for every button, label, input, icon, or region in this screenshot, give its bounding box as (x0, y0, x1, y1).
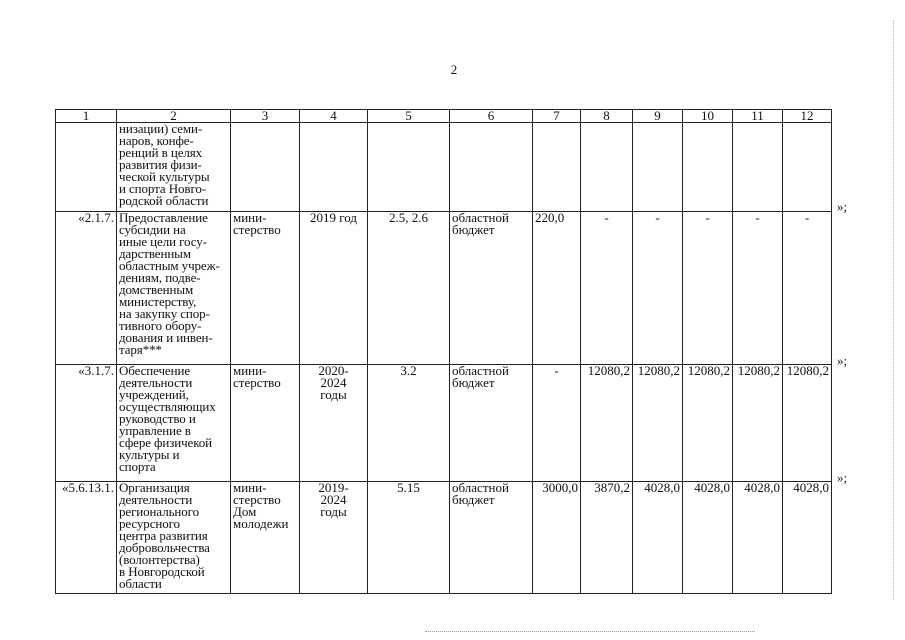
item-number: «5.6.13.1. (56, 482, 117, 594)
item-value-7: 3000,0 (533, 482, 581, 594)
item-executor (231, 123, 300, 212)
table-row (56, 365, 832, 482)
table-row (56, 123, 832, 212)
item-value-11 (733, 123, 783, 212)
table-row (56, 482, 832, 594)
item-value-12 (783, 123, 832, 212)
page-number: 2 (450, 62, 458, 77)
item-value-7: 220,0 (533, 212, 581, 365)
item-value-9: 12080,2 (633, 365, 683, 482)
item-value-8 (581, 123, 633, 212)
item-number (56, 123, 117, 212)
column-number-row (56, 110, 832, 123)
item-value-11: 12080,2 (733, 365, 783, 482)
item-period: 2019- 2024 годы (300, 482, 368, 594)
header-cell: 12 (783, 110, 832, 123)
item-period: 2019 год (300, 212, 368, 365)
item-name: Организация деятельности регионального ресурсного центра развития добровольчества (волонтерства) в Новгородской области (117, 482, 231, 594)
item-value-11: 4028,0 (733, 482, 783, 594)
item-goal: 3.2 (368, 365, 450, 482)
header-cell: 11 (733, 110, 783, 123)
item-value-7 (533, 123, 581, 212)
item-name: низации) семи- наров, конфе- ренций в целях развития физи- ческой культуры и спорта Новго- родской области (117, 123, 231, 212)
item-goal: 2.5, 2.6 (368, 212, 450, 365)
item-executor: мини- стерство Дом молодежи (231, 482, 300, 594)
program-table (55, 109, 832, 594)
item-value-9: - (633, 212, 683, 365)
item-value-10 (683, 123, 733, 212)
table-row (56, 212, 832, 365)
closing-quote: »; (837, 470, 848, 485)
item-value-9: 4028,0 (633, 482, 683, 594)
scan-artifact-edge (893, 20, 894, 600)
item-value-9 (633, 123, 683, 212)
header-cell: 4 (300, 110, 368, 123)
item-value-11: - (733, 212, 783, 365)
item-goal (368, 123, 450, 212)
item-value-8: 3870,2 (581, 482, 633, 594)
item-source: областной бюджет (450, 365, 533, 482)
item-value-8: - (581, 212, 633, 365)
item-number: «3.1.7. (56, 365, 117, 482)
scan-artifact-line (425, 631, 755, 632)
item-value-7: - (533, 365, 581, 482)
item-executor: мини- стерство (231, 365, 300, 482)
header-cell: 9 (633, 110, 683, 123)
item-period: 2020- 2024 годы (300, 365, 368, 482)
item-value-12: 4028,0 (783, 482, 832, 594)
closing-quote: »; (837, 199, 848, 214)
item-source (450, 123, 533, 212)
header-cell: 5 (368, 110, 450, 123)
item-period (300, 123, 368, 212)
item-source: областной бюджет (450, 212, 533, 365)
item-value-12: 12080,2 (783, 365, 832, 482)
item-value-8: 12080,2 (581, 365, 633, 482)
item-value-10: 4028,0 (683, 482, 733, 594)
header-cell: 7 (533, 110, 581, 123)
item-value-12: - (783, 212, 832, 365)
item-name: Обеспечение деятельности учреждений, осуществляющих руководство и управление в сфере физичекой культуры и спорта (117, 365, 231, 482)
item-goal: 5.15 (368, 482, 450, 594)
header-cell: 2 (117, 110, 231, 123)
item-value-10: - (683, 212, 733, 365)
header-cell: 3 (231, 110, 300, 123)
header-cell: 8 (581, 110, 633, 123)
item-name: Предоставление субсидии на иные цели госу- дарственным областным учреж- дениям, подве- домственным министерству, на закупку спор- тивного обору- дования и инвен- таря*** (117, 212, 231, 365)
item-source: областной бюджет (450, 482, 533, 594)
item-number: «2.1.7. (56, 212, 117, 365)
header-cell: 10 (683, 110, 733, 123)
scan-edge (0, 0, 905, 1)
item-value-10: 12080,2 (683, 365, 733, 482)
header-cell: 1 (56, 110, 117, 123)
closing-quote: »; (837, 353, 848, 368)
item-executor: мини- стерство (231, 212, 300, 365)
header-cell: 6 (450, 110, 533, 123)
